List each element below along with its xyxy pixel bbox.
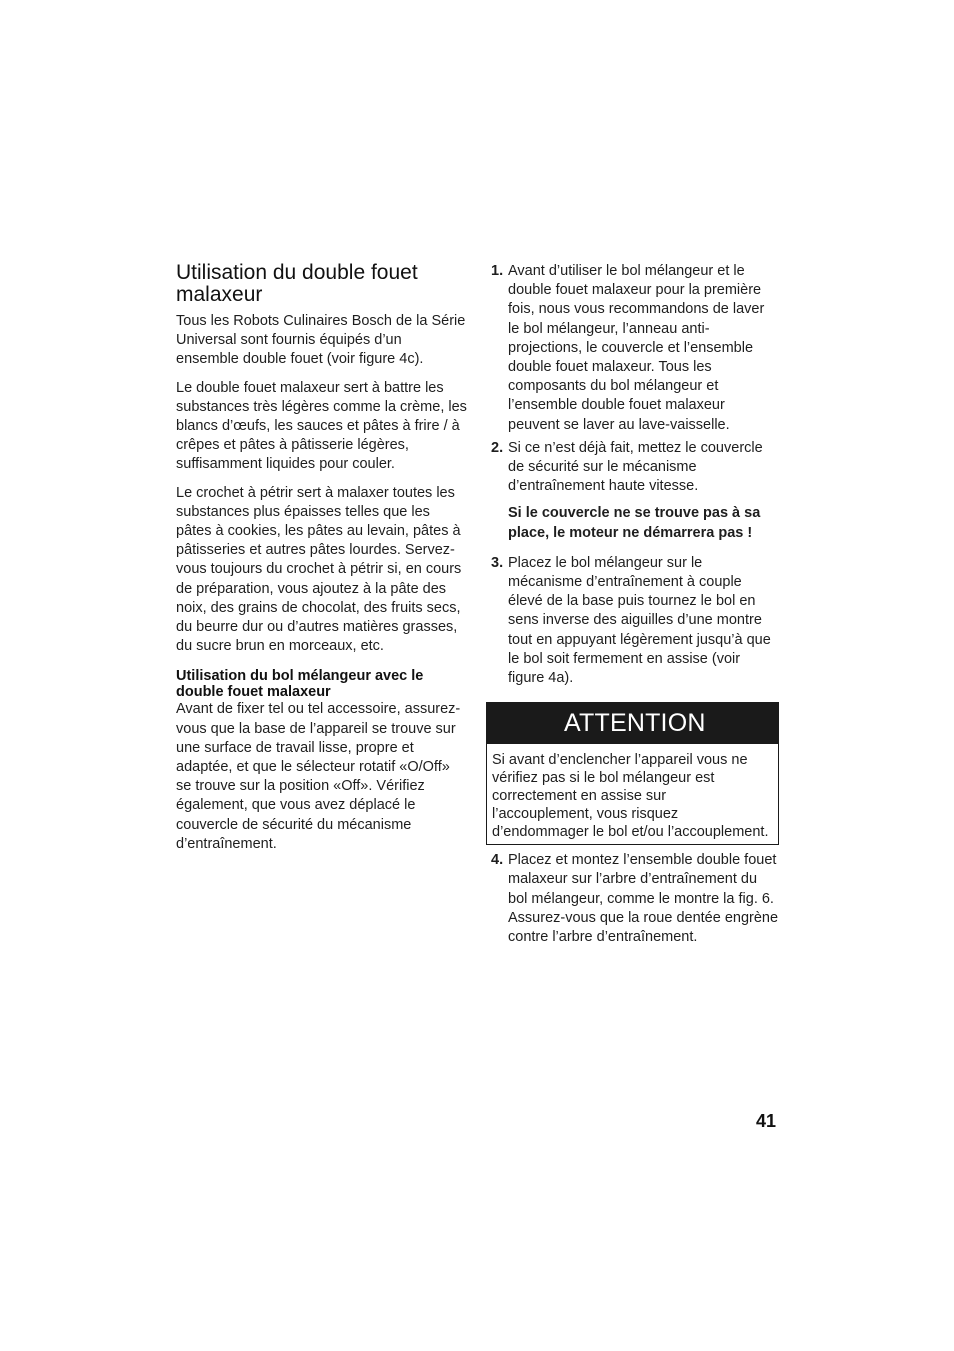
right-column xyxy=(487,262,779,947)
step-warning: Si le couvercle ne se trouve pas à sa place, le moteur ne démarrera pas ! xyxy=(508,505,761,541)
step-text: Placez et montez l’ensemble double fouet malaxeur sur l’arbre d’entraînement du bol mélangeur, comme le montre la fig. 6. Assurez-vous que la roue dentée engrène contre l’arbre d’entraînement. xyxy=(508,852,779,946)
attention-title: ATTENTION xyxy=(487,703,778,744)
step-text: Si ce n’est déjà fait, mettez le couvercle de sécurité sur le mécanisme d’entraînement haute vitesse. xyxy=(508,439,763,495)
attention-text: Si avant d’enclencher l’appareil vous ne vérifiez pas si le bol mélangeur est correctement en assise sur l’accouplement, vous risquez d’endommager le bol et/ou l’accouplement. xyxy=(492,752,769,841)
step-number: 4. xyxy=(491,852,504,869)
section-title: Utilisation du double fouet malaxeur xyxy=(176,261,418,306)
steps-list xyxy=(487,262,779,688)
left-column xyxy=(176,262,468,854)
step-number: 2. xyxy=(491,439,504,456)
step-text: Avant d’utiliser le bol mélangeur et le double fouet malaxeur pour la première fois, nous vous recommandons de laver le bol mélangeur, l’anneau anti-projections, le couvercle et l’ensemble double fouet malaxeur. Tous les composants du bol mélangeur et l’ensemble double fouet malaxeur peuvent se laver au lave-vaisselle. xyxy=(508,263,765,433)
intro-paragraph: Tous les Robots Culinaires Bosch de la Série Universal sont fournis équipés d’un ensemble double fouet (voir figure 4c). xyxy=(176,313,466,368)
attention-box xyxy=(486,702,779,845)
page-number: 41 xyxy=(755,1111,776,1131)
step-number: 1. xyxy=(491,263,504,279)
steps-list-continued xyxy=(487,851,779,947)
step-3 xyxy=(487,554,779,688)
step-1 xyxy=(487,262,779,435)
step-number: 3. xyxy=(491,554,504,571)
whisk-description-paragraph: Le double fouet malaxeur sert à battre les substances très légères comme la crème, les blancs d’œufs, les sauces et pâtes à frire / à crêpes et pâtes à pâtisserie légères, suffisamment liquides pour couler. xyxy=(176,379,467,473)
step-text: Placez le bol mélangeur sur le mécanisme d’entraînement à couple élevé de la base puis tournez le bol en sens inverse des aiguilles d’une montre tout en appuyant légèrement jusqu’à que le bol soit fermement en assise (voir figure 4a). xyxy=(508,554,771,687)
step-4 xyxy=(487,851,779,947)
step-2 xyxy=(487,439,779,543)
dough-hook-paragraph: Le crochet à pétrir sert à malaxer toutes les substances plus épaisses telles que les pâtes à cookies, les pâtes au levain, pâtes à pâtisseries et autres pâtes lourdes. Servez-vous toujours du crochet à pétrir si, en cours de préparation, vous ajoutez à la pâte des noix, des grains de chocolat, des fruits secs, du beurre dur ou d’autres matières grasses, du sucre brun en morceaux, etc. xyxy=(176,484,462,655)
setup-paragraph: Avant de fixer tel ou tel accessoire, assurez-vous que la base de l’appareil se trouve sur une surface de travail lisse, propre et adaptée, et que le sélecteur rotatif «O/Off» se trouve sur la position «Off». Vérifiez également, que vous avez déplacé le couvercle de sécurité du mécanisme d’entraînement. xyxy=(176,701,461,852)
subsection-title: Utilisation du bol mélangeur avec le double fouet malaxeur xyxy=(176,668,424,701)
